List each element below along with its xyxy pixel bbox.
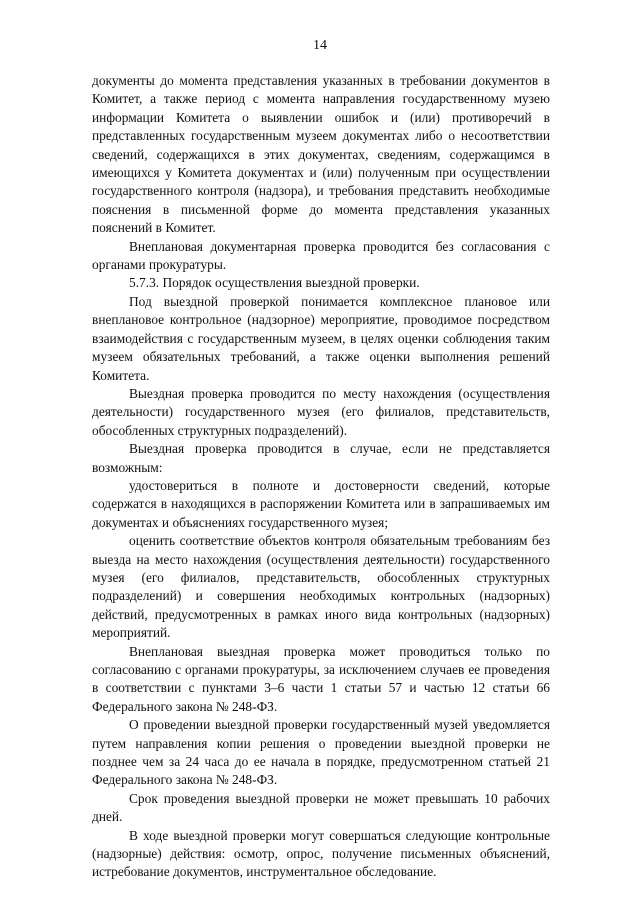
- paragraph-check-duration: Срок проведения выездной проверки не может превышать 10 рабочих дней.: [92, 790, 550, 825]
- paragraph-museum-notification: О проведении выездной проверки государственный музей уведомляется путем направления копии решения о проведении выездной проверки не позднее чем за 24 часа до ее начала в порядке, предусмотренном статьей 21 Федерального закона № 248-ФЗ.: [92, 717, 550, 788]
- paragraph-continuation: документы до момента представления указанных в требовании документов в Комитет, а также период с момента направления государственному музею информации Комитета о выявлении ошибок и (или) противоречий в представленных государственным музеем документах либо о несоответствии сведений, содержащихся в этих документах, сведениям, содержащимся в имеющихся у Комитета документах и (или) полученным при осуществлении государственного контроля (надзора), и требования представить необходимые пояснения в письменной форме до момента представления указанных пояснений в Комитет.: [92, 73, 550, 236]
- paragraph-unscheduled-documentary-check: Внеплановая документарная проверка проводится без согласования с органами прокуратуры.: [92, 238, 550, 273]
- paragraph-onsite-check-location: Выездная проверка проводится по месту нахождения (осуществления деятельности) государственного музея (его филиалов, представительств, обособленных структурных подразделений).: [92, 385, 550, 438]
- list-item-verify-completeness: удостовериться в полноте и достоверности сведений, которые содержатся в находящихся в распоряжении Комитета или в запрашиваемых им документах и объяснениях государственного музея;: [92, 477, 550, 530]
- list-item-assess-compliance: оценить соответствие объектов контроля обязательным требованиям без выезда на место нахождения (осуществления деятельности) государственного музея (его филиалов, представительств, обособленных структурных подразделений) и совершения необходимых контрольных (надзорных) действий, предусмотренных в рамках иного вида контрольных (надзорных) мероприятий.: [92, 533, 550, 641]
- section-heading-5-7-3: 5.7.3. Порядок осуществления выездной проверки.: [129, 275, 420, 291]
- paragraph-control-actions: В ходе выездной проверки могут совершаться следующие контрольные (надзорные) действия: осмотр, опрос, получение письменных объяснений, истребование документов, инструментальное обследование.: [92, 827, 550, 880]
- paragraph-onsite-check-conditions: Выездная проверка проводится в случае, если не представляется возможным:: [92, 441, 550, 475]
- page-number: 14: [313, 38, 327, 53]
- paragraph-prosecutor-agreement: Внеплановая выездная проверка может проводиться только по согласованию с органами прокуратуры, за исключением случаев ее проведения в соответствии с пунктами 3–6 части 1 статьи 57 и частью 12 статьи 66 Федерального закона № 248-ФЗ.: [92, 643, 550, 714]
- document-body: [92, 72, 550, 882]
- paragraph-onsite-check-definition: Под выездной проверкой понимается комплексное плановое или внеплановое контрольное (надзорное) мероприятие, проводимое посредством взаимодействия с государственным музеем, в целях оценки соблюдения таким музеем обязательных требований, а также оценки выполнения решений Комитета.: [92, 293, 550, 383]
